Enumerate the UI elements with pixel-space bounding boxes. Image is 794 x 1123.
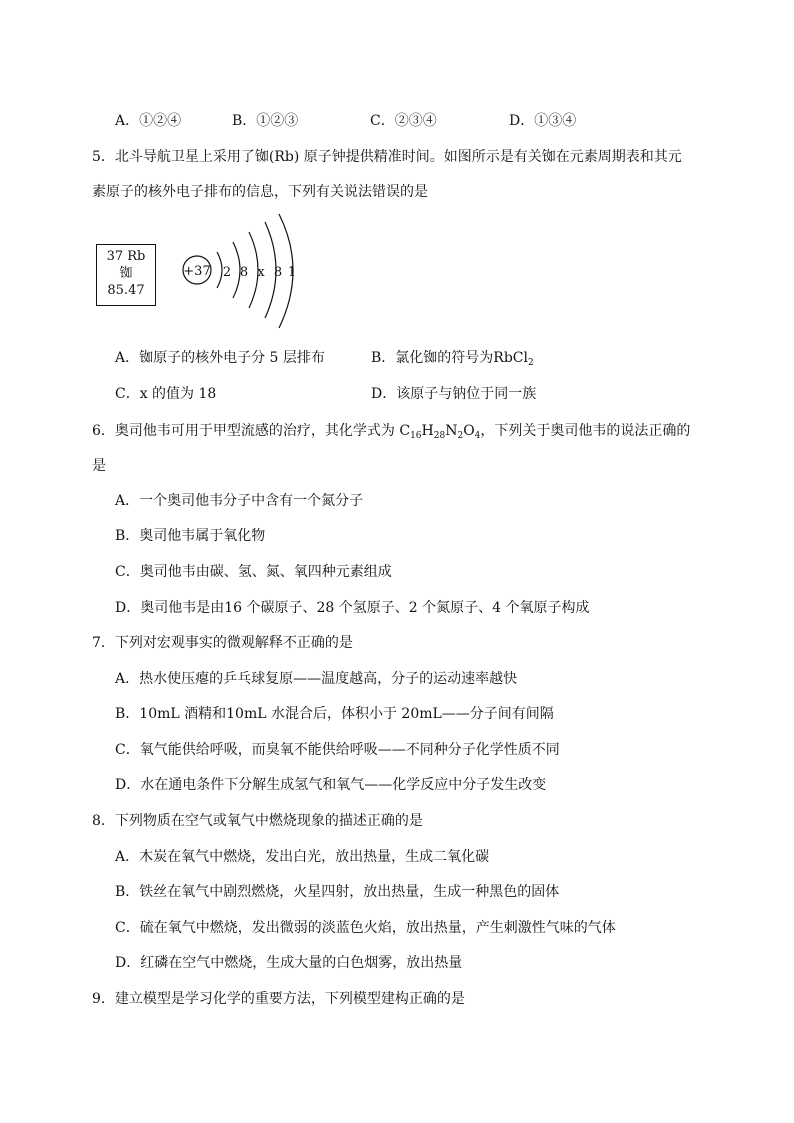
- q6-formula-h: H: [421, 423, 434, 439]
- q6-option-d: D．奥司他韦是由16 个碳原子、28 个氢原子、2 个氮原子、4 个氧原子构成: [115, 600, 590, 616]
- q4-option-b: B．①②③: [232, 113, 299, 129]
- q6-formula-c-count: 16: [410, 431, 422, 441]
- shell-electrons-4: 8: [273, 265, 283, 280]
- shell-electrons-3: x: [257, 265, 265, 280]
- q6-option-a: A．一个奥司他韦分子中含有一个氮分子: [115, 493, 364, 509]
- q5-stem-line1: 5．北斗导航卫星上采用了铷(Rb) 原子钟提供精准时间。如图所示是有关铷在元素周期表和其元: [92, 149, 682, 165]
- q5-option-b-subscript: 2: [527, 358, 534, 368]
- q4-option-c: C．②③④: [370, 113, 437, 129]
- atom-structure-diagram: [175, 212, 315, 332]
- shell-electrons-1: 2: [222, 265, 232, 280]
- q4-option-d: D．①③④: [509, 113, 577, 129]
- q7-option-b: B．10mL 酒精和10mL 水混合后，体积小于 20mL——分子间有间隔: [115, 706, 554, 722]
- element-number-symbol: 37 Rb: [106, 249, 146, 264]
- element-name: 铷: [119, 266, 133, 281]
- q7-option-a: A．热水使压瘪的乒乓球复原——温度越高，分子的运动速率越快: [115, 671, 518, 687]
- q6-formula-h-count: 28: [433, 431, 446, 441]
- shell-arc-1: [217, 252, 222, 288]
- q7-stem: 7．下列对宏观事实的微观解释不正确的是: [92, 635, 353, 651]
- q4-option-a: A．①②④: [115, 113, 182, 129]
- q8-stem: 8．下列物质在空气或氧气中燃烧现象的描述正确的是: [92, 813, 423, 829]
- q5-option-a: A．铷原子的核外电子分 5 层排布: [115, 350, 325, 366]
- q7-option-d: D．水在通电条件下分解生成氢气和氧气——化学反应中分子发生改变: [115, 777, 547, 793]
- q6-formula-o-count: 4: [474, 431, 481, 441]
- q8-option-d: D．红磷在空气中燃烧，生成大量的白色烟雾，放出热量: [115, 955, 463, 971]
- element-mass: 85.47: [107, 283, 145, 298]
- q6-stem-pre: 6．奥司他韦可用于甲型流感的治疗，其化学式为 C: [92, 423, 411, 439]
- element-card: [96, 244, 156, 306]
- q5-stem-line2: 素原子的核外电子排布的信息，下列有关说法错误的是: [92, 184, 428, 200]
- q8-option-b: B．铁丝在氧气中剧烈燃烧，火星四射，放出热量，生成一种黑色的固体: [115, 884, 560, 900]
- q5-option-c: C．x 的值为 18: [115, 386, 217, 402]
- q6-option-b: B．奥司他韦属于氧化物: [115, 528, 266, 544]
- q5-option-b-text: B．氯化铷的符号为RbCl: [371, 350, 528, 366]
- q6-option-c: C．奥司他韦由碳、氢、氮、氧四种元素组成: [115, 564, 392, 580]
- q8-option-c: C．硫在氧气中燃烧，发出微弱的淡蓝色火焰，放出热量，产生刺激性气味的气体: [115, 920, 616, 936]
- q8-option-a: A．木炭在氧气中燃烧，发出白光，放出热量，生成二氧化碳: [115, 849, 490, 865]
- q6-stem-post: ，下列关于奥司他韦的说法正确的: [480, 423, 691, 439]
- q6-stem-line2: 是: [92, 458, 106, 474]
- shell-electrons-5: 1: [287, 265, 297, 280]
- q6-formula-o: O: [463, 423, 475, 439]
- nucleus-charge: +37: [183, 264, 211, 279]
- q6-stem-line1: [92, 420, 690, 440]
- q6-formula-n: N: [445, 423, 458, 439]
- q5-option-b: [371, 347, 534, 367]
- q6-formula-n-count: 2: [457, 431, 464, 441]
- q4-options: [0, 110, 794, 130]
- q5-option-d: D．该原子与钠位于同一族: [371, 386, 537, 402]
- q7-option-c: C．氧气能供给呼吸，而臭氧不能供给呼吸——不同种分子化学性质不同: [115, 742, 560, 758]
- shell-electrons-2: 8: [239, 265, 249, 280]
- q9-stem: 9．建立模型是学习化学的重要方法，下列模型建构正确的是: [92, 991, 465, 1007]
